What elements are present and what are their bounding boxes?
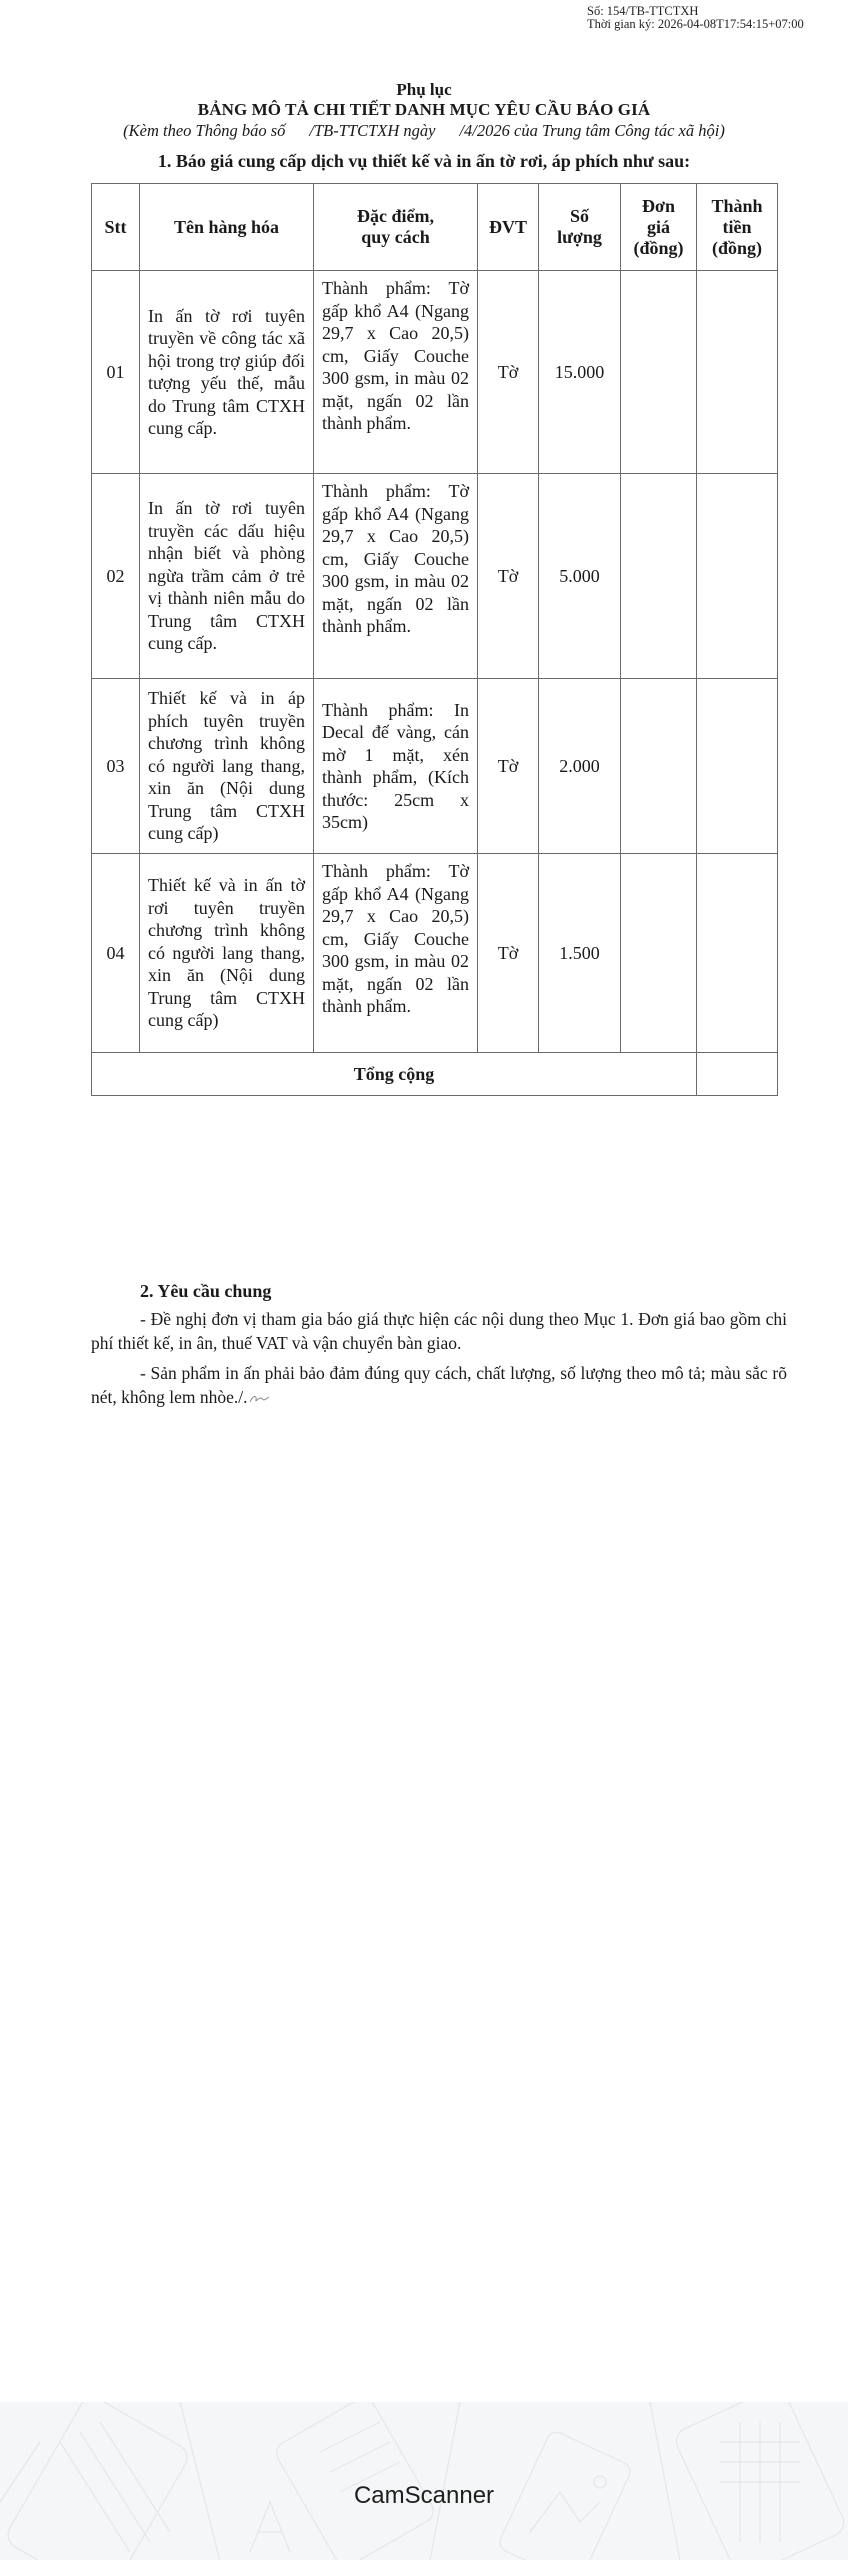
- cell-total: [697, 474, 778, 679]
- cell-total: [697, 854, 778, 1053]
- header-qty: [539, 184, 621, 271]
- table-row: [92, 474, 778, 679]
- cell-stt: 04: [92, 854, 140, 1053]
- cell-spec: Thành phẩm: Tờ gấp khổ A4 (Ngang 29,7 x Cao 20,5) cm, Giấy Couche 300 gsm, in màu 02 mặt, ngấn 02 lần thành phẩm.: [314, 854, 478, 1053]
- header-text: Đơn: [642, 195, 675, 216]
- cell-stt: 03: [92, 679, 140, 854]
- requirement-paragraph: [91, 1307, 787, 1355]
- document-number: Số: 154/TB-TTCTXH: [587, 4, 699, 18]
- header-text: Đặc điểm,: [357, 206, 434, 226]
- cell-stt: 02: [92, 474, 140, 679]
- camscanner-footer: [0, 2402, 848, 2560]
- signature-metadata: [587, 5, 804, 31]
- document-title: BẢNG MÔ TẢ CHI TIẾT DANH MỤC YÊU CẦU BÁO GIÁ: [197, 100, 651, 119]
- quotation-table: [91, 183, 778, 1096]
- cell-unit-price: [621, 271, 697, 474]
- subtitle-part: /TB-TTCTXH ngày: [309, 121, 436, 140]
- cell-dvt: Tờ: [478, 474, 539, 679]
- table-header-row: [92, 184, 778, 271]
- table-row: [92, 854, 778, 1053]
- total-label: Tổng cộng: [92, 1053, 697, 1096]
- paragraph-text: - Đề nghị đơn vị tham gia báo giá thực hiện các nội dung theo Mục 1. Đơn giá bao gồm chi phí thiết kế, in ân, thuế VAT và vận chuyển bàn giao.: [91, 1309, 787, 1353]
- cell-spec: Thành phẩm: In Decal đế vàng, cán mờ 1 mặt, xén thành phẩm, (Kích thước: 25cm x 35cm): [314, 679, 478, 854]
- table-row: [92, 271, 778, 474]
- signing-time: Thời gian ký: 2026-04-08T17:54:15+07:00: [587, 17, 804, 31]
- header-text: tiền: [722, 216, 752, 237]
- header-text: quy cách: [361, 227, 430, 247]
- cell-unit-price: [621, 679, 697, 854]
- header-spec: [314, 184, 478, 271]
- cell-dvt: Tờ: [478, 271, 539, 474]
- table-row: [92, 679, 778, 854]
- cell-spec: Thành phẩm: Tờ gấp khổ A4 (Ngang 29,7 x Cao 20,5) cm, Giấy Couche 300 gsm, in màu 02 mặt, ngấn 02 lần thành phẩm.: [314, 474, 478, 679]
- header-total: [697, 184, 778, 271]
- cell-qty: 5.000: [539, 474, 621, 679]
- cell-unit-price: [621, 474, 697, 679]
- cell-dvt: Tờ: [478, 854, 539, 1053]
- header-text: Số: [569, 206, 589, 226]
- table-total-row: [92, 1053, 778, 1096]
- cell-qty: 2.000: [539, 679, 621, 854]
- cell-name: In ấn tờ rơi tuyên truyền về công tác xã hội trong trợ giúp đối tượng yếu thế, mẫu do Trung tâm CTXH cung cấp.: [140, 271, 314, 474]
- header-text: Thành: [711, 195, 763, 216]
- cell-stt: 01: [92, 271, 140, 474]
- header-unit-price: [621, 184, 697, 271]
- document-subtitle: [0, 121, 848, 141]
- paragraph-text: - Sản phẩm in ấn phải bảo đảm đúng quy cách, chất lượng, số lượng theo mô tả; màu sắc rõ nét, không lem nhòe./.: [91, 1363, 787, 1407]
- total-value: [697, 1053, 778, 1096]
- cell-unit-price: [621, 854, 697, 1053]
- initials-signature-icon: [248, 1387, 270, 1411]
- section-2-title: 2. Yêu cầu chung: [140, 1281, 272, 1301]
- header-text: (đồng): [633, 237, 684, 258]
- cell-qty: 15.000: [539, 271, 621, 474]
- header-text: (đồng): [711, 237, 762, 258]
- camscanner-brand: CamScanner: [353, 2482, 495, 2509]
- subtitle-part: /4/2026 của Trung tâm Công tác xã hội): [459, 121, 725, 140]
- subtitle-part: (Kèm theo Thông báo số: [123, 121, 286, 140]
- header-text: giá: [646, 216, 670, 237]
- header-text: lượng: [557, 227, 602, 247]
- cell-name: In ấn tờ rơi tuyên truyền các dấu hiệu nhận biết và phòng ngừa trầm cảm ở trẻ vị thành niên mẫu do Trung tâm CTXH cung cấp.: [140, 474, 314, 679]
- cell-name: Thiết kế và in ấn tờ rơi tuyên truyền chương trình không có người lang thang, xin ăn (Nội dung Trung tâm CTXH cung cấp): [140, 854, 314, 1053]
- header-name: Tên hàng hóa: [140, 184, 314, 271]
- header-stt: Stt: [92, 184, 140, 271]
- header-dvt: ĐVT: [478, 184, 539, 271]
- section-1-title: 1. Báo giá cung cấp dịch vụ thiết kế và in ấn tờ rơi, áp phích như sau:: [157, 151, 691, 171]
- cell-total: [697, 679, 778, 854]
- cell-qty: 1.500: [539, 854, 621, 1053]
- cell-name: Thiết kế và in áp phích tuyên truyền chương trình không có người lang thang, xin ăn (Nội dung Trung tâm CTXH cung cấp): [140, 679, 314, 854]
- cell-spec: Thành phẩm: Tờ gấp khổ A4 (Ngang 29,7 x Cao 20,5) cm, Giấy Couche 300 gsm, in màu 02 mặt, ngấn 02 lần thành phẩm.: [314, 271, 478, 474]
- footer-pattern-icon: [0, 2402, 848, 2560]
- requirement-paragraph: [91, 1361, 787, 1411]
- cell-total: [697, 271, 778, 474]
- appendix-label: Phụ lục: [396, 80, 452, 99]
- cell-dvt: Tờ: [478, 679, 539, 854]
